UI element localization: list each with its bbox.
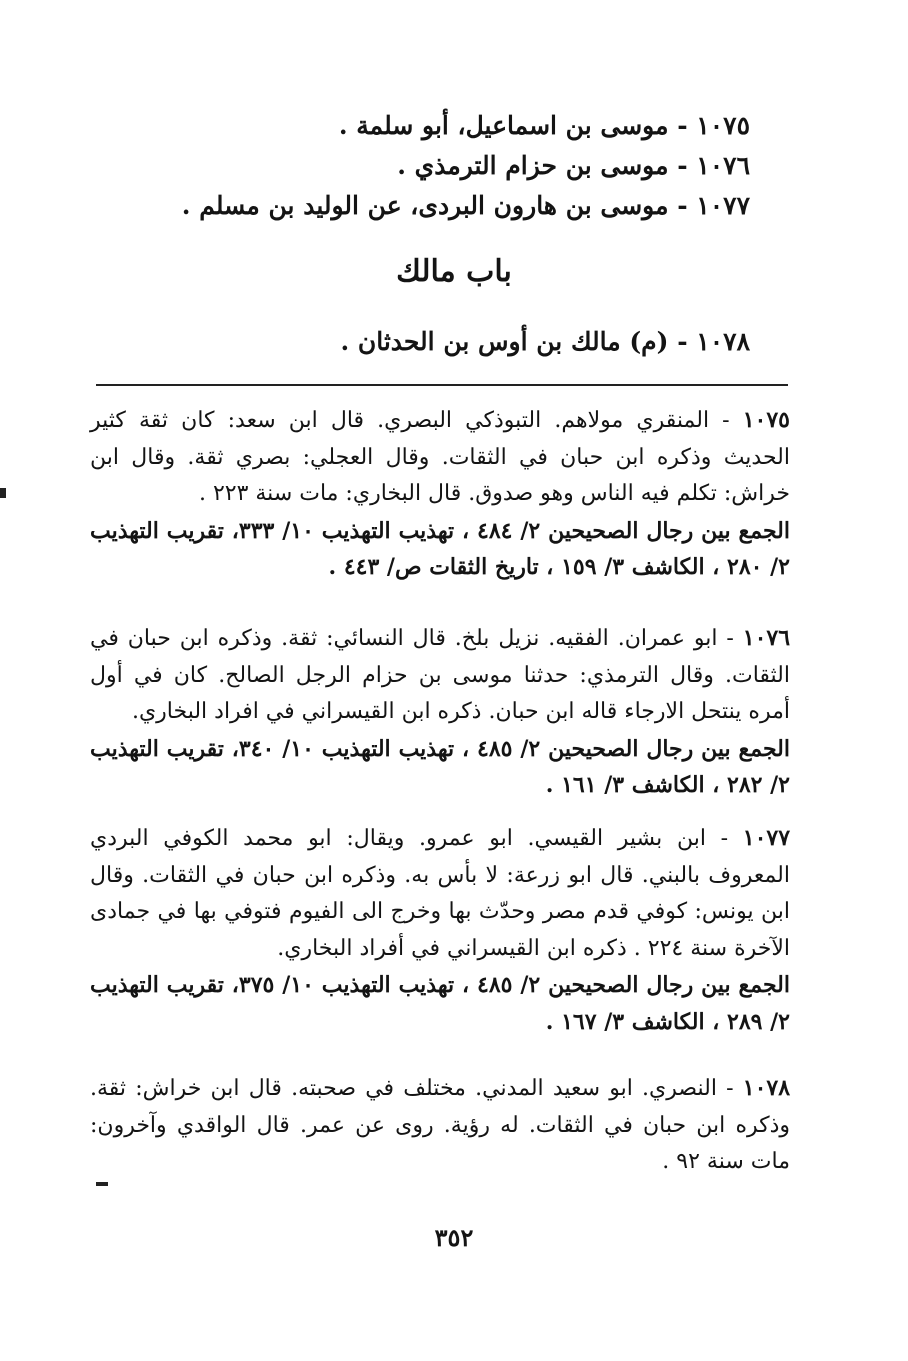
footnote-1076: ١٠٧٦ - ابو عمران. الفقيه. نزيل بلخ. قال النسائي: ثقة. وذكره ابن حبان في الثقات. وقال الترمذي: حدثنا موسى بن حزام الرجل الصالح. كان في أول أمره ينتحل الارجاء قاله ابن حبان. ذكره ابن القيسراني في افراد البخاري. الجمع بين رجال الصحيحين ٢/ ٤٨٥ ، تهذيب التهذيب ١٠/ ٣٤٠، تقريب التهذيب ٢/ ٢٨٢ ، الكاشف ٣/ ١٦١ . <box>90 620 790 804</box>
entry-1077: ١٠٧٧ - موسى بن هارون البردى، عن الوليد بن مسلم . <box>181 191 750 220</box>
entry-number: ١٠٧٦ <box>696 151 750 180</box>
page-number: ٣٥٢ <box>434 1223 474 1252</box>
footnote-number: ١٠٧٧ <box>742 825 791 851</box>
footnote-text: ابو عمران. الفقيه. نزيل بلخ. قال النسائي: ثقة. وذكره ابن حبان في الثقات. وقال الترمذي: حدثنا موسى بن حزام الرجل الصالح. كان في أول أمره ينتحل الارجاء قاله ابن حبان. ذكره ابن القيسراني في افراد البخاري. <box>90 626 790 724</box>
footnote-number: ١٠٧٦ <box>742 625 791 651</box>
entry-number: ١٠٧٧ <box>696 191 750 220</box>
entry-1078: ١٠٧٨ - (م) مالك بن أوس بن الحدثان . <box>340 327 750 356</box>
footnote-text: المنقري مولاهم. التبوذكي البصري. قال ابن سعد: كان ثقة كثير الحديث وذكره ابن حبان في الثقات. وقال العجلي: بصري ثقة. وقال ابن خراش: تكلم فيه الناس وهو صدوق. قال البخاري: مات سنة ٢٢٣ . <box>90 408 790 506</box>
entry-text: موسى بن اسماعيل، أبو سلمة . <box>338 111 669 140</box>
footnote-1078: ١٠٧٨ - النصري. ابو سعيد المدني. مختلف في صحبته. قال ابن خراش: ثقة. وذكره ابن حبان في الثقات. له رؤية. روى عن عمر. قال الواقدي وآخرون: مات سنة ٩٢ . <box>90 1075 791 1174</box>
footnote-1077: ١٠٧٧ - ابن بشير القيسي. ابو عمرو. ويقال: ابو محمد الكوفي البردي المعروف بالبني. قال ابو زرعة: لا بأس به. وذكره ابن حبان في الثقات. وقال ابن يونس: كوفي قدم مصر وحدّث بها وخرج الى الفيوم فتوفي بها في جمادى الآخرة سنة ٢٢٤ . ذكره ابن القيسراني في أفراد البخاري. الجمع بين رجال الصحيحين ٢/ ٤٨٥ ، تهذيب التهذيب ١٠/ ٣٧٥، تقريب التهذيب ٢/ ٢٨٩ ، الكاشف ٣/ ١٦٧ . <box>90 820 790 1040</box>
footnote-sources: الجمع بين رجال الصحيحين ٢/ ٤٨٥ ، تهذيب التهذيب ١٠/ ٣٧٥، تقريب التهذيب ٢/ ٢٨٩ ، الكاشف ٣/ ١٦٧ . <box>90 972 790 1035</box>
footnote-number: ١٠٧٨ <box>742 1075 791 1101</box>
footnote-divider <box>96 384 788 386</box>
entry-text: (م) مالك بن أوس بن الحدثان . <box>340 327 669 356</box>
entry-1075: ١٠٧٥ - موسى بن اسماعيل، أبو سلمة . <box>338 111 750 140</box>
entry-text: موسى بن هارون البردى، عن الوليد بن مسلم . <box>181 191 669 220</box>
footnote-number: ١٠٧٥ <box>742 407 790 433</box>
entry-text: موسى بن حزام الترمذي . <box>397 151 669 180</box>
margin-mark <box>0 488 6 498</box>
entry-number: ١٠٧٥ <box>696 111 750 140</box>
footnote-text: ابن بشير القيسي. ابو عمرو. ويقال: ابو محمد الكوفي البردي المعروف بالبني. قال ابو زرعة: لا بأس به. وذكره ابن حبان في الثقات. وقال ابن يونس: كوفي قدم مصر وحدّث بها وخرج الى الفيوم فتوفي بها في جمادى الآخرة سنة ٢٢٤ . ذكره ابن القيسراني في أفراد البخاري. <box>90 826 790 961</box>
footnote-sources: الجمع بين رجال الصحيحين ٢/ ٤٨٥ ، تهذيب التهذيب ١٠/ ٣٤٠، تقريب التهذيب ٢/ ٢٨٢ ، الكاشف ٣/ ١٦١ . <box>90 735 790 798</box>
end-mark <box>96 1182 108 1186</box>
footnote-1075: ١٠٧٥ - المنقري مولاهم. التبوذكي البصري. قال ابن سعد: كان ثقة كثير الحديث وذكره ابن حبان في الثقات. وقال العجلي: بصري ثقة. وقال ابن خراش: تكلم فيه الناس وهو صدوق. قال البخاري: مات سنة ٢٢٣ . الجمع بين رجال الصحيحين ٢/ ٤٨٤ ، تهذيب التهذيب ١٠/ ٣٣٣، تقريب التهذيب ٢/ ٢٨٠ ، الكاشف ٣/ ١٥٩ ، تاريخ الثقات ص/ ٤٤٣ . <box>90 402 790 586</box>
section-heading: باب مالك <box>396 254 512 289</box>
footnote-text: النصري. ابو سعيد المدني. مختلف في صحبته. قال ابن خراش: ثقة. وذكره ابن حبان في الثقات. له رؤية. روى عن عمر. قال الواقدي وآخرون: مات سنة ٩٢ . <box>90 1076 790 1174</box>
entry-1076: ١٠٧٦ - موسى بن حزام الترمذي . <box>397 151 750 180</box>
entry-number: ١٠٧٨ <box>696 327 750 356</box>
footnote-sources: الجمع بين رجال الصحيحين ٢/ ٤٨٤ ، تهذيب التهذيب ١٠/ ٣٣٣، تقريب التهذيب ٢/ ٢٨٠ ، الكاشف ٣/ ١٥٩ ، تاريخ الثقات ص/ ٤٤٣ . <box>90 517 790 580</box>
